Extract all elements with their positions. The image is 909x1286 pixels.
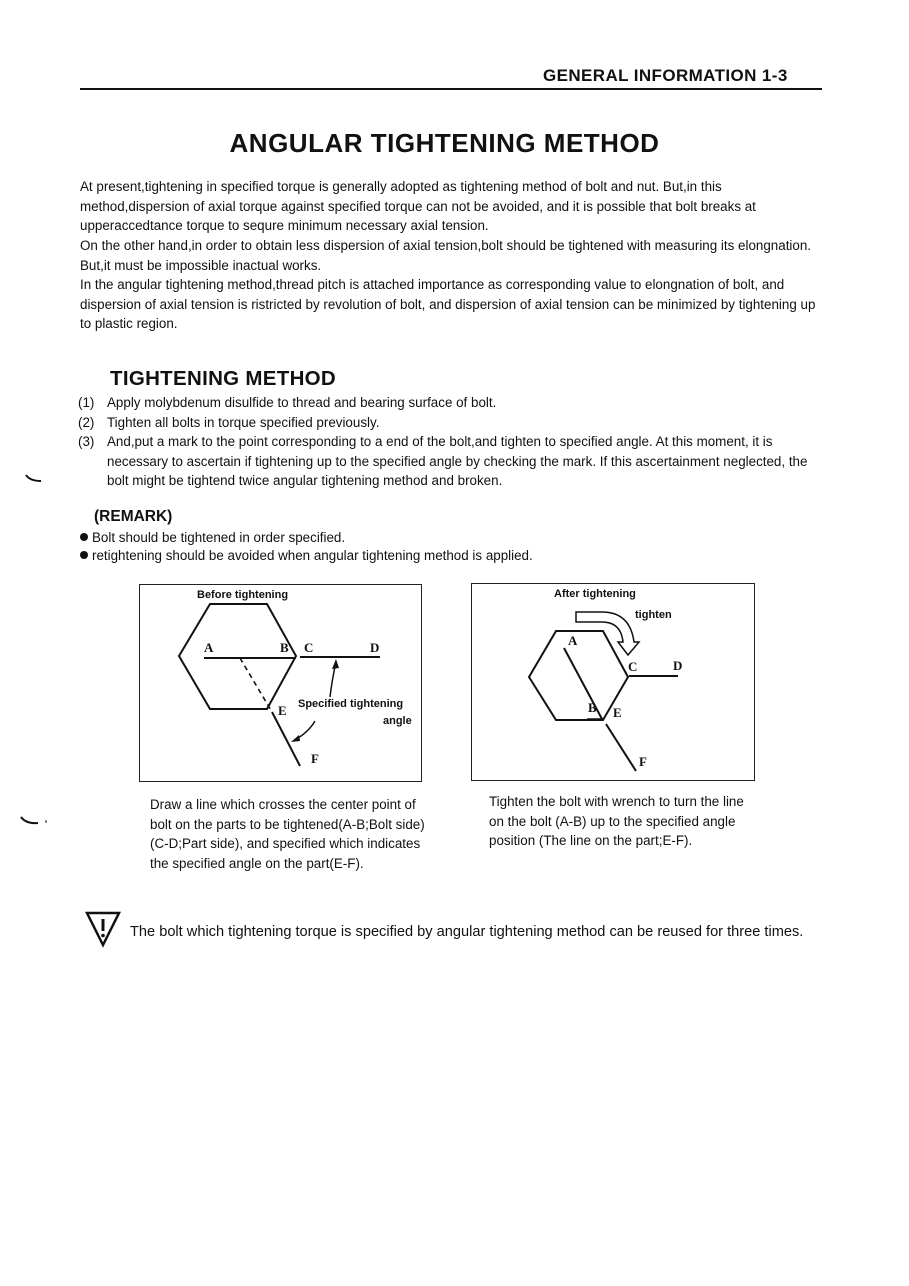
label-e: E	[278, 703, 287, 718]
label-b: B	[588, 700, 597, 715]
label-e: E	[613, 705, 622, 720]
label-c: C	[304, 640, 314, 655]
page-header-title: GENERAL INFORMATION 1-3	[543, 66, 788, 85]
after-tightening-diagram	[472, 584, 754, 780]
warning-triangle-icon	[84, 910, 122, 948]
label-a: A	[568, 633, 578, 648]
figure-after-tightening	[471, 583, 755, 781]
label-f: F	[311, 751, 319, 766]
step-text: And,put a mark to the point corresponding to a end of the bolt,and tighten to specified angle. At this moment, it is necessary to ascertain if tightening up to the specified angle by checking the mark. If this ascertainment neglected, the bolt might be tightend twice angular tightening method and broken.	[107, 434, 808, 488]
remark-item	[80, 528, 345, 547]
intro-paragraph-1: At present,tightening in specified torque is generally adopted as tightening method of bolt and nut. But,in this method,dispersion of axial torque against specified torque can not be avoided, and it is possible that bolt breaks at upperaccedtance torque to sequre minimum necessary axial tension.	[80, 179, 756, 233]
margin-mark	[24, 472, 44, 486]
step-2	[78, 413, 830, 433]
step-1	[78, 393, 830, 413]
header-rule	[80, 88, 822, 90]
tighten-label: tighten	[635, 609, 672, 621]
step-number: (2)	[78, 415, 95, 430]
intro-paragraph-3: In the angular tightening method,thread pitch is attached importance as corresponding value to elongnation of bolt, and dispersion of axial tension is ristricted by revolution of bolt, and dispersion of axial tension can be minimized by tightening up to plastic region.	[80, 277, 816, 331]
step-3	[78, 432, 830, 491]
page-title: ANGULAR TIGHTENING METHOD	[229, 128, 660, 158]
bullet-icon	[80, 551, 88, 559]
label-b: B	[280, 640, 289, 655]
step-number: (1)	[78, 395, 95, 410]
remark-title: (REMARK)	[94, 508, 173, 525]
label-f: F	[639, 754, 647, 769]
margin-mark	[18, 813, 50, 829]
before-tightening-diagram	[140, 585, 421, 781]
step-number: (3)	[78, 434, 95, 449]
step-text: Tighten all bolts in torque specified previously.	[107, 415, 380, 430]
annotation-angle: angle	[383, 715, 412, 727]
label-d: D	[673, 658, 683, 673]
annotation-specified-angle: Specified tightening	[298, 698, 404, 710]
figure-before-tightening	[139, 584, 422, 782]
figure-title: After tightening	[554, 588, 636, 600]
section-title-tightening-method: TIGHTENING METHOD	[110, 367, 337, 390]
label-c: C	[628, 659, 638, 674]
remark-item-text: retightening should be avoided when angular tightening method is applied.	[92, 548, 533, 563]
caption-after-tightening: Tighten the bolt with wrench to turn the line on the bolt (A-B) up to the specified angle position (The line on the part;E-F).	[489, 794, 744, 848]
caption-before-tightening: Draw a line which crosses the center point of bolt on the parts to be tightened(A-B;Bolt side)(C-D;Part side), and specified which indicates the specified angle on the part(E-F).	[150, 797, 425, 871]
bullet-icon	[80, 533, 88, 541]
remark-item	[80, 546, 533, 565]
intro-paragraph-2: On the other hand,in order to obtain less dispersion of axial tension,bolt should be tightened with measuring its elongnation. But,it must be impossible inactual works.	[80, 238, 811, 273]
label-d: D	[370, 640, 380, 655]
figure-title: Before tightening	[197, 589, 289, 601]
label-a: A	[204, 640, 214, 655]
remark-item-text: Bolt should be tightened in order specified.	[92, 530, 346, 545]
warning-text: The bolt which tightening torque is specified by angular tightening method can be reused for three times.	[130, 924, 804, 940]
step-text: Apply molybdenum disulfide to thread and bearing surface of bolt.	[107, 395, 497, 410]
